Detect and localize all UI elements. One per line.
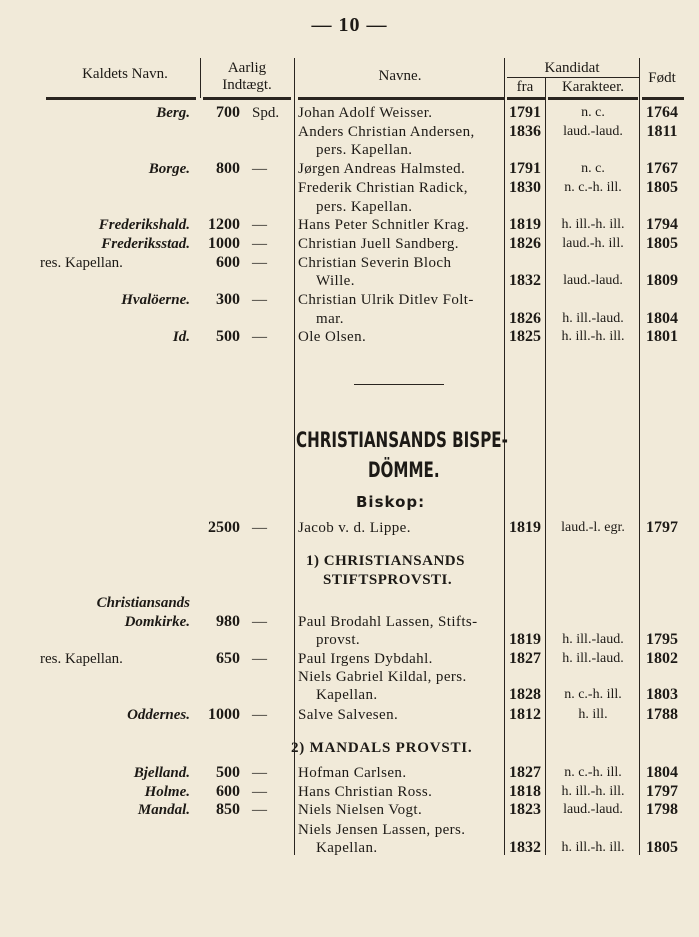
row-amount: 300 [216, 291, 240, 308]
row-born: 1794 [646, 216, 678, 234]
row-amount: 800 [216, 160, 240, 178]
bishop-year: 1819 [509, 519, 541, 536]
row-amount: 500 [216, 764, 240, 781]
row-unit: — [252, 254, 267, 271]
row-place: res. Kapellan. [40, 651, 123, 667]
row-year: 1832 [509, 839, 541, 856]
row-grade: laud.-h. ill. [562, 235, 624, 251]
row-born: 1811 [646, 122, 678, 140]
bishop-unit: — [252, 520, 267, 536]
row-amount: 500 [216, 328, 240, 346]
header-rule [46, 97, 196, 100]
row-grade: n. c. [581, 161, 605, 177]
row-grade: n. c.-h. ill. [564, 687, 622, 702]
row-born: 1805 [646, 178, 678, 196]
row-name: Christian Ulrik Ditlev Folt- [298, 292, 474, 308]
row-grade: n. c.-h. ill. [564, 179, 622, 195]
row-place: Bjelland. [133, 765, 190, 781]
header-fra: fra [516, 79, 534, 95]
row-name: Hans Peter Schnitler Krag. [298, 217, 470, 234]
row-name: Wille. [316, 273, 355, 290]
row-place: Holme. [144, 784, 190, 800]
row-year: 1819 [509, 631, 541, 648]
row-name: Kapellan. [316, 840, 378, 856]
bishop-amount: 2500 [208, 519, 240, 536]
row-born: 1788 [646, 706, 678, 723]
row-amount: 980 [216, 613, 240, 630]
row-name: pers. Kapellan. [316, 198, 413, 215]
bishop-grade: laud.-l. egr. [561, 520, 625, 535]
row-year: 1812 [509, 706, 541, 723]
header-rule [548, 97, 638, 100]
row-year: 1818 [509, 783, 541, 800]
row-place: Frederiksstad. [101, 235, 190, 252]
header-navne: Navne. [378, 68, 422, 84]
row-grade: h. ill.-h. ill. [561, 784, 625, 799]
row-unit: Spd. [252, 105, 280, 121]
row-grade: h. ill.-laud. [562, 632, 624, 647]
row-born: 1764 [646, 104, 678, 121]
row-unit: — [252, 784, 267, 800]
row-name: Paul Irgens Dybdahl. [298, 651, 433, 667]
column-divider [294, 58, 295, 855]
row-amount: 650 [216, 650, 240, 667]
row-place: Hvalöerne. [121, 292, 190, 308]
row-unit: — [252, 765, 267, 781]
row-born: 1804 [646, 309, 678, 327]
section-divider [354, 384, 444, 385]
row-year: 1827 [509, 650, 541, 667]
header-rule [642, 97, 684, 100]
row-amount: 1000 [208, 706, 240, 723]
row-grade: h. ill.-laud. [562, 310, 624, 326]
row-unit: — [252, 217, 267, 234]
row-name: Paul Brodahl Lassen, Stifts- [298, 614, 478, 630]
row-born: 1809 [646, 272, 678, 290]
header-rule [507, 97, 545, 100]
row-name: mar. [316, 310, 344, 327]
biskop-label: Biskop: [356, 493, 426, 511]
row-name: Anders Christian Andersen, [298, 123, 475, 140]
row-name: pers. Kapellan. [316, 142, 413, 159]
row-born: 1802 [646, 650, 678, 667]
diocese-title-line2: DÖMME. [368, 458, 440, 482]
bishop-name: Jacob v. d. Lippe. [298, 520, 411, 536]
row-unit: — [252, 707, 267, 723]
row-name: Salve Salvesen. [298, 707, 399, 723]
row-name: Johan Adolf Weisser. [298, 105, 433, 121]
diocese-title-line1: CHRISTIANSANDS BISPE- [296, 428, 508, 452]
row-grade: h. ill.-h. ill. [561, 840, 625, 855]
row-born: 1803 [646, 686, 678, 703]
row-born: 1801 [646, 328, 678, 346]
row-name: Niels Nielsen Vogt. [298, 802, 423, 818]
row-year: 1791 [509, 160, 541, 178]
row-year: 1836 [509, 122, 541, 140]
row-unit: — [252, 614, 267, 630]
section-heading-1a: 1) CHRISTIANSANDS [306, 553, 465, 569]
header-aarlig: Aarlig [227, 60, 267, 76]
row-place: Borge. [148, 161, 190, 178]
row-name: Jørgen Andreas Halmsted. [298, 161, 466, 178]
row-born: 1798 [646, 801, 678, 818]
row-unit: — [252, 292, 267, 308]
row-place: Oddernes. [127, 707, 190, 723]
row-unit: — [252, 161, 267, 178]
header-kandidat: Kandidat [544, 60, 600, 76]
row-born: 1767 [646, 160, 678, 178]
row-place: Domkirke. [124, 614, 190, 630]
row-born: 1804 [646, 764, 678, 781]
row-unit: — [252, 329, 267, 346]
row-born: 1805 [646, 839, 678, 856]
row-place: Frederikshald. [98, 217, 190, 234]
row-name: Hans Christian Ross. [298, 784, 433, 800]
header-fodt: Født [648, 70, 676, 86]
row-year: 1825 [509, 328, 541, 346]
row-unit: — [252, 651, 267, 667]
column-divider [200, 58, 201, 98]
row-place: Id. [172, 329, 190, 346]
row-amount: 600 [216, 783, 240, 800]
column-divider [639, 58, 640, 855]
row-year: 1832 [509, 272, 541, 290]
row-year: 1828 [509, 686, 541, 703]
row-unit: — [252, 802, 267, 818]
row-grade: n. c. [581, 105, 605, 120]
row-year: 1826 [509, 234, 541, 252]
row-name: Niels Jensen Lassen, pers. [298, 822, 466, 838]
page-number: — 10 — [311, 14, 388, 36]
row-name: provst. [316, 632, 361, 648]
row-place: Mandal. [137, 802, 190, 818]
row-unit: — [252, 235, 267, 252]
row-name: Kapellan. [316, 687, 378, 703]
row-year: 1830 [509, 178, 541, 196]
row-amount: 600 [216, 253, 240, 271]
row-name: Christian Juell Sandberg. [298, 235, 459, 252]
row-born: 1795 [646, 631, 678, 648]
section-heading-1b: STIFTSPROVSTI. [323, 572, 453, 588]
header-kandidat-underline [507, 77, 639, 78]
row-place: res. Kapellan. [40, 254, 123, 271]
row-grade: n. c.-h. ill. [564, 765, 622, 780]
row-name: Frederik Christian Radick, [298, 179, 468, 196]
row-grade: laud.-laud. [563, 802, 623, 817]
row-grade: h. ill.-laud. [562, 651, 624, 666]
row-grade: h. ill.-h. ill. [561, 329, 625, 345]
row-amount: 850 [216, 801, 240, 818]
row-grade: h. ill.-h. ill. [561, 217, 625, 233]
row-name: Hofman Carlsen. [298, 765, 407, 781]
row-born: 1805 [646, 234, 678, 252]
row-grade: laud.-laud. [563, 273, 623, 289]
row-year: 1791 [509, 104, 541, 121]
header-kaldets-navn: Kaldets Navn. [82, 66, 168, 82]
row-place: Christiansands [96, 595, 190, 611]
header-karakteer: Karakteer. [561, 79, 625, 95]
row-grade: laud.-laud. [563, 123, 623, 139]
row-amount: 1200 [208, 216, 240, 234]
column-divider [545, 78, 546, 855]
row-amount: 700 [216, 104, 240, 121]
row-born: 1797 [646, 783, 678, 800]
row-name: Ole Olsen. [298, 329, 367, 346]
row-year: 1819 [509, 216, 541, 234]
row-name: Christian Severin Bloch [298, 254, 452, 271]
row-year: 1823 [509, 801, 541, 818]
row-year: 1827 [509, 764, 541, 781]
row-grade: h. ill. [578, 707, 608, 722]
header-rule [298, 97, 504, 100]
row-amount: 1000 [208, 234, 240, 252]
row-name: Niels Gabriel Kildal, pers. [298, 669, 467, 685]
row-year: 1826 [509, 309, 541, 327]
bishop-born: 1797 [646, 519, 678, 536]
section-heading-2: 2) MANDALS PROVSTI. [291, 740, 473, 756]
header-rule [203, 97, 291, 100]
row-place: Berg. [156, 105, 190, 121]
header-indtaegt: Indtægt. [222, 77, 272, 93]
